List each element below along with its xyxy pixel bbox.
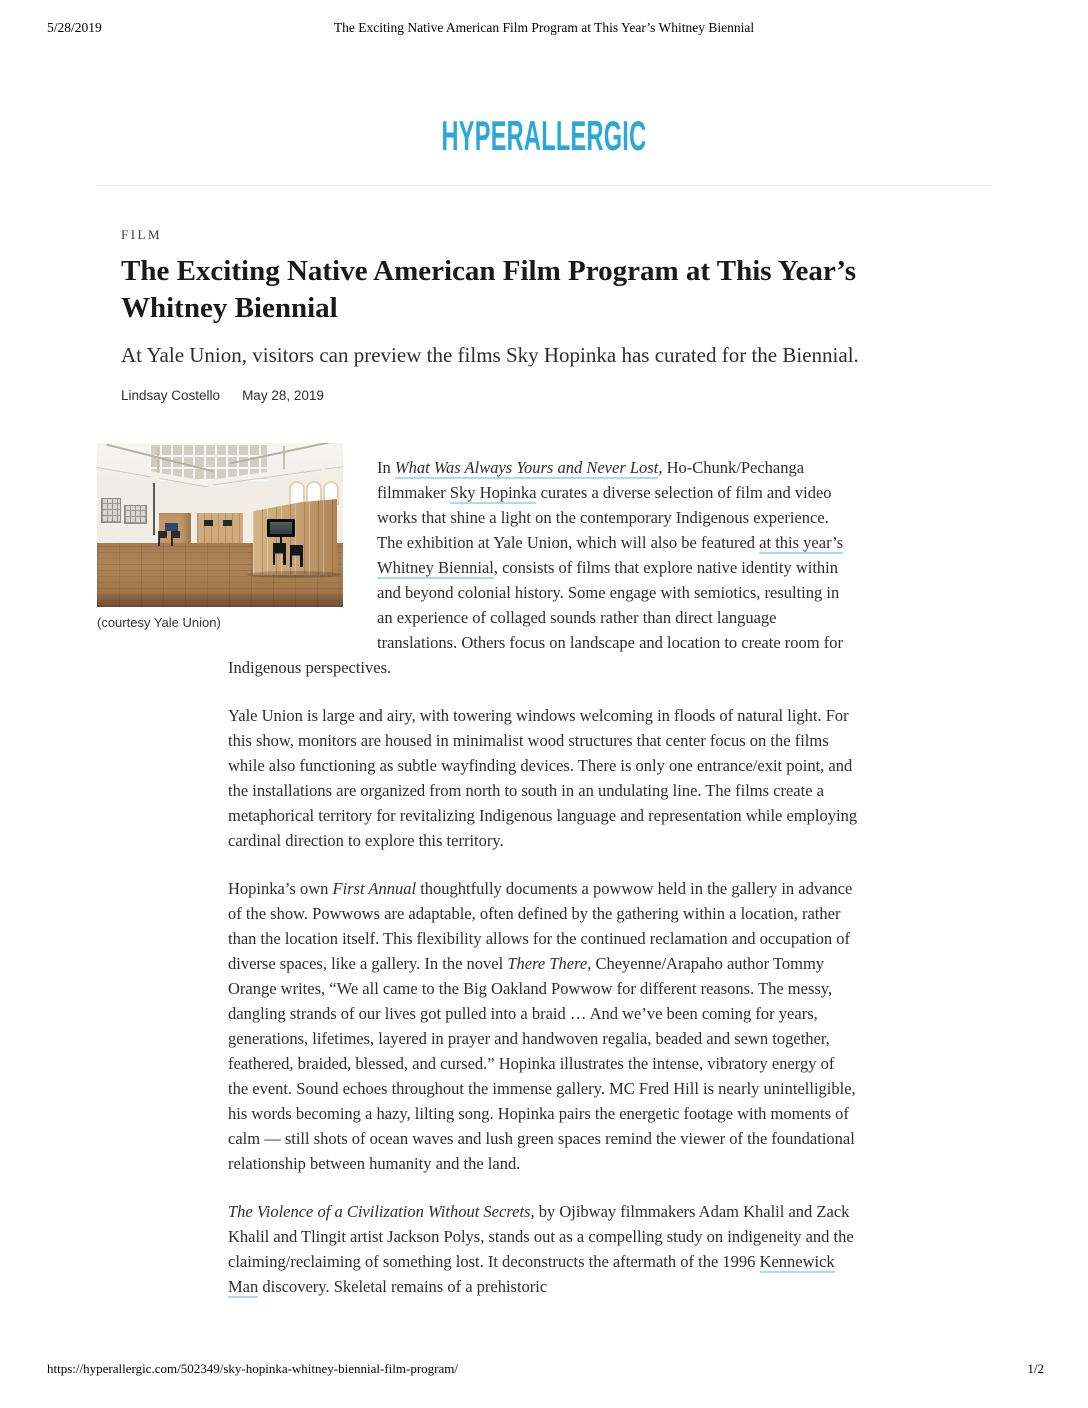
print-footer-page-number: 1/2	[1027, 1361, 1044, 1376]
photo-window	[124, 505, 147, 524]
byline	[121, 388, 946, 403]
print-header-date: 5/28/2019	[47, 20, 102, 35]
article-body	[97, 455, 858, 1322]
photo-truss	[283, 446, 285, 471]
site-logo[interactable]: HYPERALLERGIC	[441, 112, 647, 159]
photo-truss	[157, 448, 159, 475]
article-subtitle: At Yale Union, visitors can preview the films Sky Hopinka has curated for the Biennial.	[121, 343, 859, 367]
text-run: by Ojibway filmmakers Adam Khalil and Zack Khalil and Tlingit artist Jackson Polys, stands out as a compelling study on indigeneity and the claiming/reclaiming of something lost. It deconstructs the aftermath of the 1996	[228, 1202, 854, 1271]
print-header	[47, 20, 1041, 40]
text-run: Hopinka’s own	[228, 879, 333, 898]
article-paragraph	[228, 703, 858, 853]
photo-chair	[158, 531, 167, 546]
text-run: discovery. Skeletal remains of a prehistoric	[258, 1277, 548, 1296]
text-run: , consists of films that explore native identity within and beyond colonial history. Some engage with semiotics, resulting in an experience of collaged sounds rather than direct language translations. Others focus on landscape and location to create room for Indigenous perspectives.	[228, 558, 843, 677]
print-header-title: The Exciting Native American Film Program at This Year’s Whitney Biennial	[333, 20, 755, 35]
photo-chair	[290, 545, 303, 567]
photo-arched-window	[289, 481, 305, 505]
figure-caption: (courtesy Yale Union)	[97, 615, 221, 630]
article-link[interactable]: Kennewick Man	[228, 1252, 835, 1296]
article-title: The Exciting Native American Film Program at This Year’s Whitney Biennial	[121, 255, 857, 324]
print-footer-url: https://hyperallergic.com/502349/sky-hopinka-whitney-biennial-film-program/	[47, 1361, 458, 1376]
text-run: curates a diverse selection of film and video works that shine a light on the contemporary Indigenous experience. The exhibition at Yale Union, which will also be featured	[377, 483, 832, 552]
article-header	[121, 227, 946, 403]
photo-monitor-screen	[270, 522, 292, 534]
article-link[interactable]: Sky Hopinka	[449, 483, 537, 502]
masthead	[0, 112, 1088, 159]
photo-monitor	[165, 523, 178, 531]
print-footer	[47, 1361, 1044, 1381]
article-link[interactable]: at this year’s Whitney Biennial	[377, 533, 844, 577]
photo-monitor	[204, 520, 213, 526]
article-paragraph	[228, 876, 858, 1176]
header-divider	[97, 185, 991, 186]
text-run: , Ho-Chunk/Pechanga filmmaker	[377, 458, 805, 502]
photo-chair	[171, 531, 180, 546]
photo-monitor	[223, 520, 232, 526]
text-run: There There	[507, 954, 588, 973]
text-run: thoughtfully documents a powwow held in the gallery in advance of the show. Powwows are adaptable, often defined by the gathering within a location, rather than the location itself. This flexibility allows for the continued reclamation and occupation of diverse spaces, like a gallery. In the novel	[228, 879, 853, 973]
text-run: , Cheyenne/Arapaho author Tommy Orange writes, “We all came to the Big Oakland Powwow for different reasons. The messy, dangling strands of our lives got pulled into a braid … And we’ve been coming for years, generations, lifetimes, layered in prayer and handwoven regalia, beaded and sewn together, feathered, braided, blessed, and cursed.” Hopinka illustrates the intense, vibratory energy of the event. Sound echoes throughout the immense gallery. MC Fred Hill is nearly unintelligible, his words becoming a hazy, lilting song. Hopinka pairs the energetic footage with moments of calm — still shots of ocean waves and lush green spaces remind the viewer of the foundational relationship between humanity and the land.	[228, 954, 856, 1173]
photo-floor-shading	[97, 595, 343, 607]
text-run: First Annual	[332, 879, 417, 898]
photo-pipe	[153, 483, 155, 535]
text-run: The Violence of a Civilization Without Secrets,	[228, 1202, 535, 1221]
photo-window	[101, 498, 121, 523]
article-paragraph	[228, 1199, 858, 1299]
photo-chair	[273, 543, 286, 565]
article-figure	[97, 443, 343, 631]
author-name: Lindsay Costello	[121, 388, 221, 403]
category-label: FILM	[121, 227, 163, 242]
publish-date: May 28, 2019	[242, 388, 324, 403]
text-run: Yale Union is large and airy, with towering windows welcoming in floods of natural light. For this show, monitors are housed in minimalist wood structures that center focus on the films while also functioning as subtle wayfinding devices. There is only one entrance/exit point, and the installations are organized from north to south in an undulating line. The films create a metaphorical territory for revitalizing Indigenous language and representation while employing cardinal direction to explore this territory.	[228, 706, 858, 850]
photo-wood-structure	[197, 513, 243, 545]
gallery-photo	[97, 443, 343, 607]
article-link[interactable]: What Was Always Yours and Never Lost	[394, 458, 659, 477]
text-run: In	[377, 458, 395, 477]
photo-shadow	[247, 571, 342, 578]
